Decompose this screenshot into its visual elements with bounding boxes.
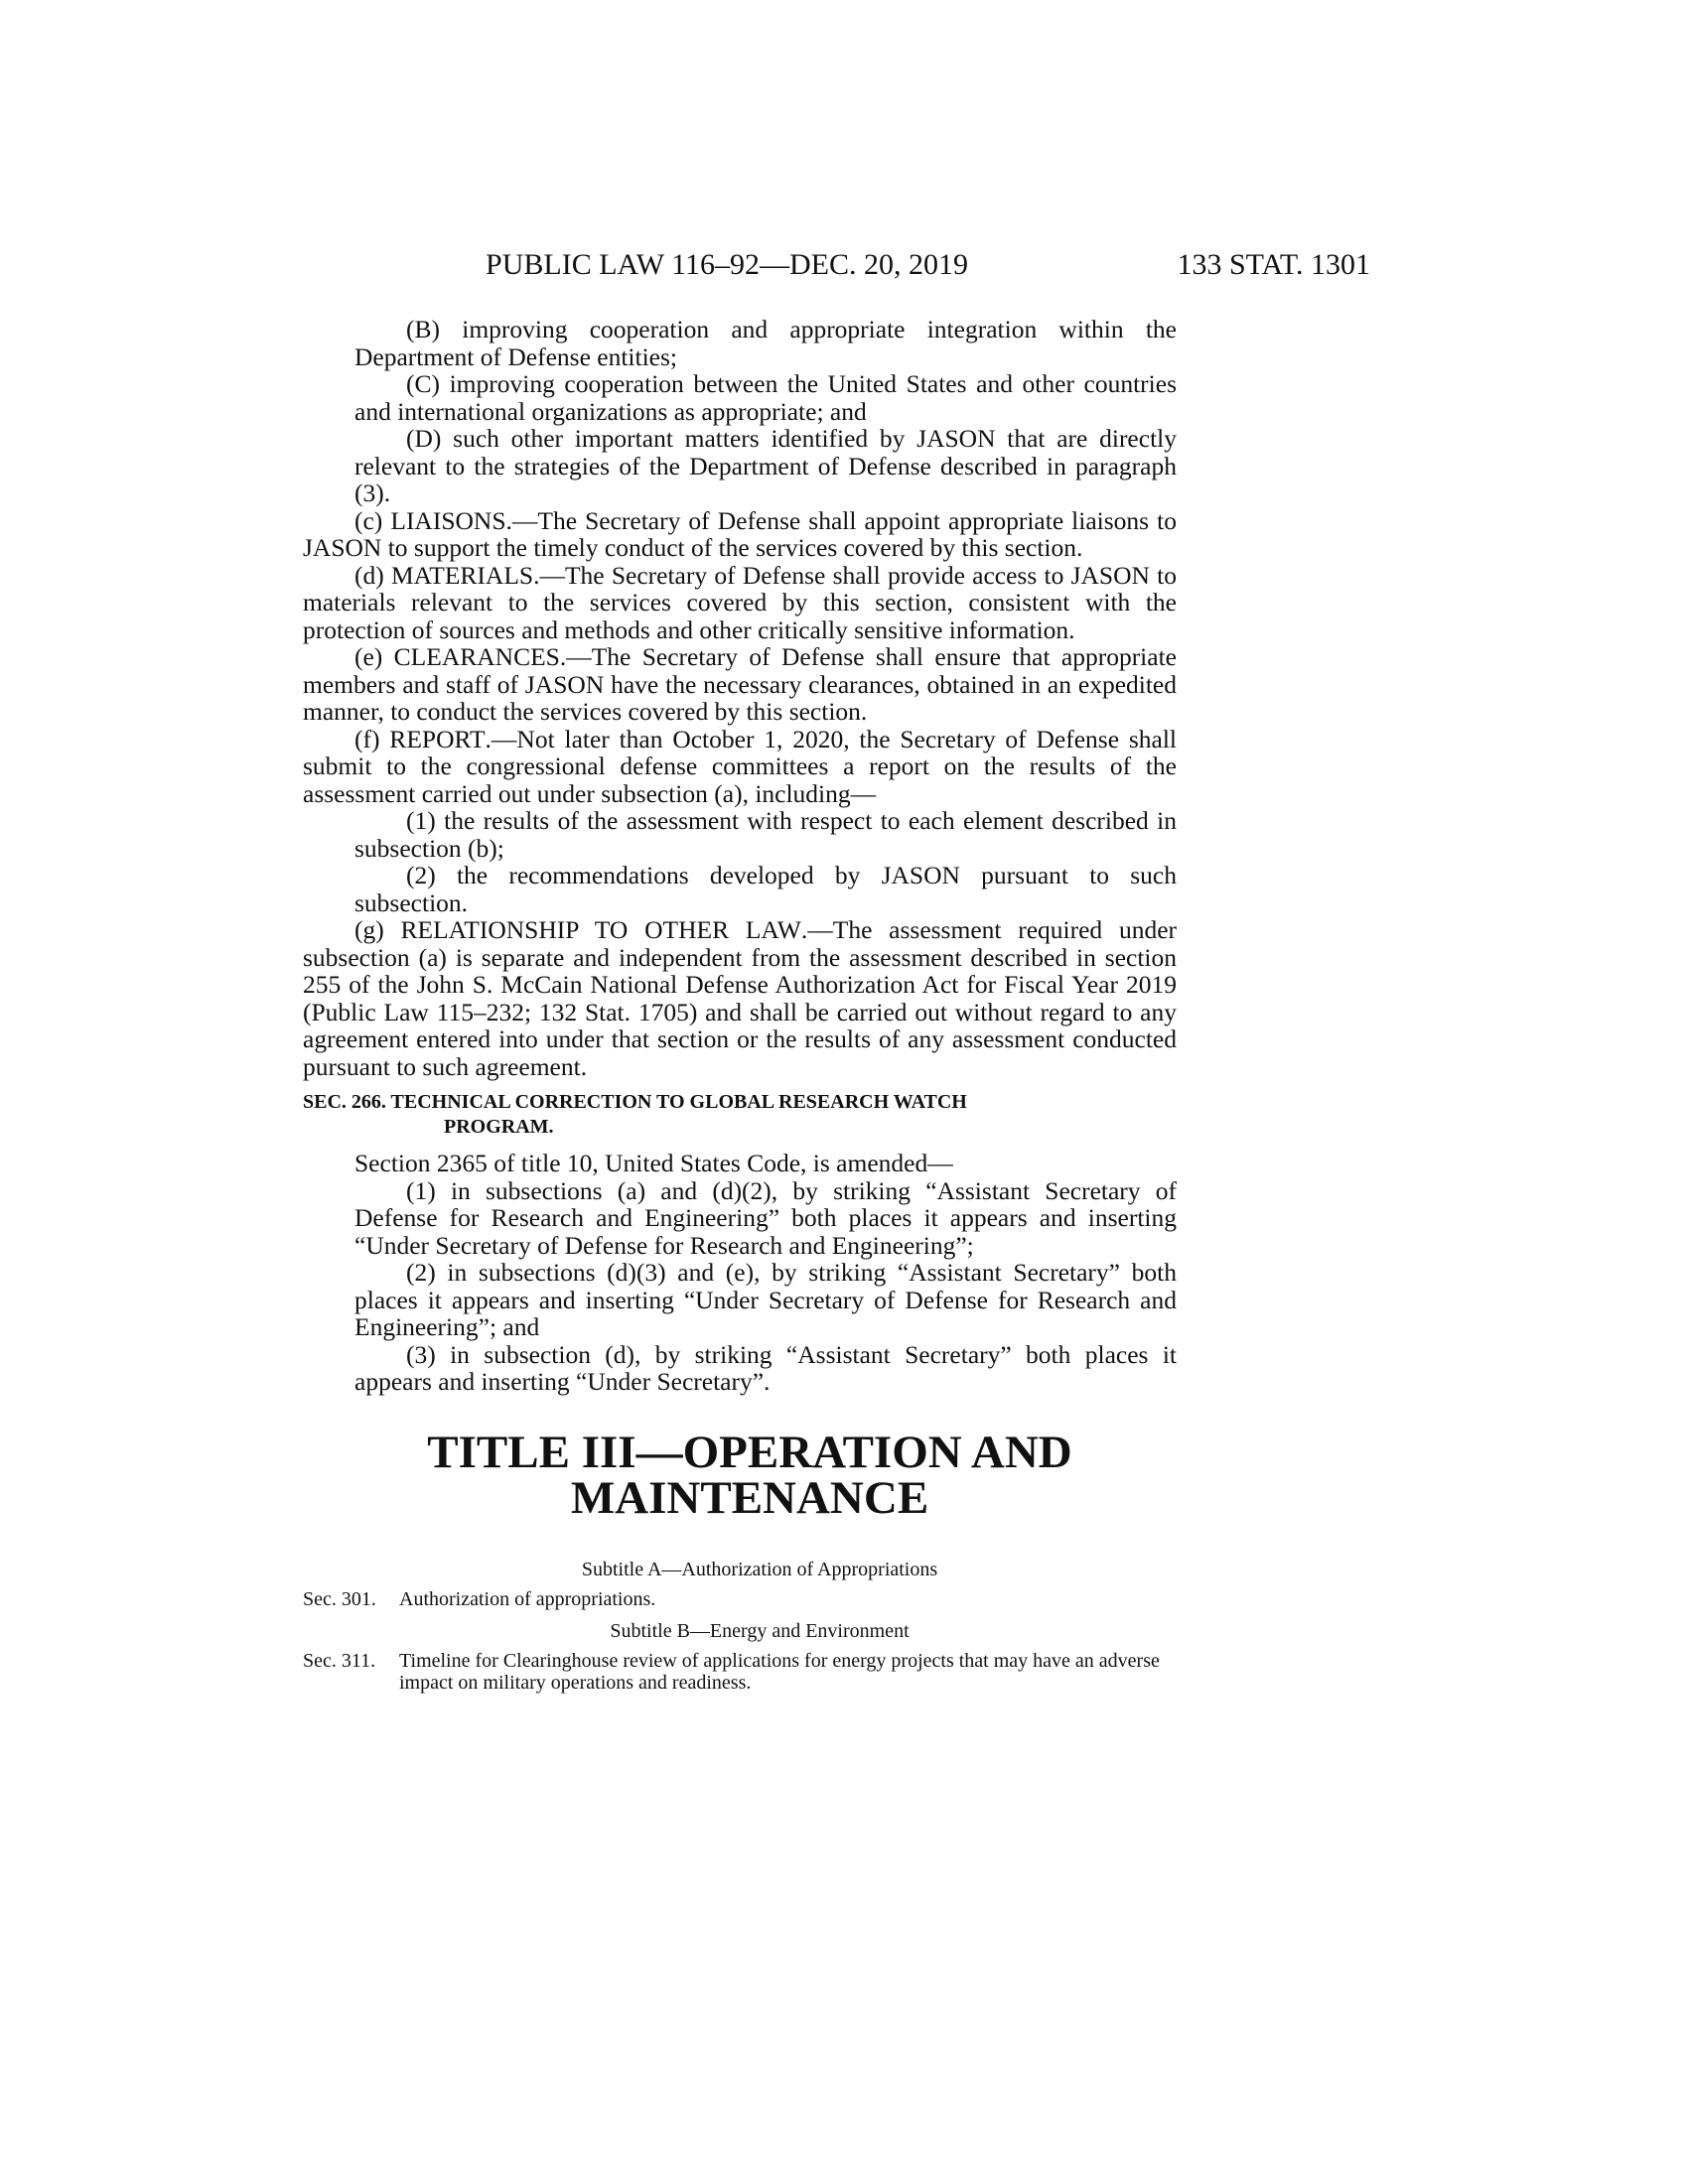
toc-subtitle-b: Subtitle B—Energy and Environment xyxy=(610,1619,910,1642)
toc-subtitle-a: Subtitle A—Authorization of Appropriations xyxy=(581,1558,938,1580)
title-iii-heading: TITLE III—OPERATION AND MAINTENANCE xyxy=(427,1426,1072,1524)
header-stat-page: 133 STAT. 1301 xyxy=(1177,248,1370,281)
paragraph-b-2: (B) improving cooperation and appropriate integration within the Department of Defense entities; xyxy=(354,315,1177,371)
section-266-intro: Section 2365 of title 10, United States Code, is amended— xyxy=(354,1149,953,1177)
section-266-item-3: (3) in subsection (d), by striking “Assistant Secretary” both places it appears and inserting “Under Secretary”. xyxy=(354,1339,1177,1396)
subsection-f-report: (f) REPORT.—Not later than October 1, 2020, the Secretary of Defense shall submit to the congressional defense committees a report on the results of the assessment carried out under subsection (a), including— xyxy=(303,724,1178,808)
subsection-e-clearances: (e) CLEARANCES.—The Secretary of Defense shall ensure that appropriate members and staff of JASON have the necessary clearances, obtained in an expedited manner, to conduct the services covered by this section. xyxy=(303,642,1177,726)
running-header xyxy=(0,248,1688,288)
paragraph-c-2: (C) improving cooperation between the United States and other countries and international organizations as appropriate; and xyxy=(354,369,1177,426)
section-266-item-1: (1) in subsections (a) and (d)(2), by striking “Assistant Secretary of Defense for Research and Engineering” both places it appears and inserting “Under Secretary of Defense for Research and Engineering”; xyxy=(354,1175,1177,1260)
subsection-g-relationship: (g) RELATIONSHIP TO OTHER LAW.—The assessment required under subsection (a) is separate and independent from the assessment described in section 255 of the John S. McCain National Defense Authorization Act for Fiscal Year 2019 (Public Law 115–232; 132 Stat. 1705) and shall be carried out without regard to any agreement entered into under that section or the results of any assessment conducted pursuant to such agreement. xyxy=(303,915,1178,1081)
section-266-heading: SEC. 266. TECHNICAL CORRECTION TO GLOBAL RESEARCH WATCH PROGRAM. xyxy=(303,1091,967,1138)
toc-entry-sec-311: Sec. 311. Timeline for Clearinghouse review of applications for energy projects that may have an adverse impact on military operations and readiness. xyxy=(303,1649,1160,1694)
section-266-item-2: (2) in subsections (d)(3) and (e), by striking “Assistant Secretary” both places it appears and inserting “Under Secretary of Defense for Research and Engineering”; and xyxy=(354,1258,1177,1341)
report-item-2: (2) the recommendations developed by JASON pursuant to such subsection. xyxy=(354,861,1177,917)
page-body xyxy=(303,316,1177,1704)
subsection-d-materials: (d) MATERIALS.—The Secretary of Defense shall provide access to JASON to materials relevant to the services covered by this section, consistent with the protection of sources and methods and other critically sensitive information. xyxy=(303,560,1177,644)
subsection-c-liaisons: (c) LIAISONS.—The Secretary of Defense shall appoint appropriate liaisons to JASON to support the timely conduct of the services covered by this section. xyxy=(303,505,1177,562)
paragraph-d-2: (D) such other important matters identified by JASON that are directly relevant to the strategies of the Department of Defense described in paragraph (3). xyxy=(354,424,1177,507)
report-item-1: (1) the results of the assessment with respect to each element described in subsection (b); xyxy=(354,806,1177,863)
header-law-citation: PUBLIC LAW 116–92—DEC. 20, 2019 xyxy=(486,248,968,281)
toc-entry-sec-301: Sec. 301. Authorization of appropriations. xyxy=(303,1587,656,1610)
